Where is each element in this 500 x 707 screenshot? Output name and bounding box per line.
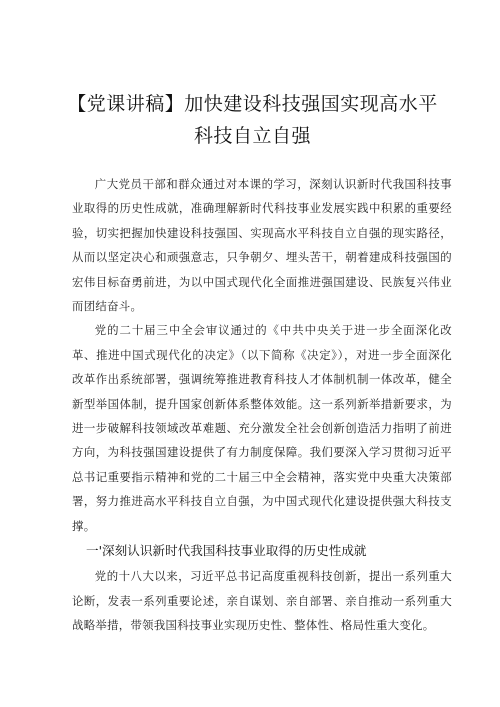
document-title: 【党课讲稿】加快建设科技强国实现高水平科技自立自强 bbox=[67, 93, 438, 147]
section-heading: 一'深刻认识新时代我国科技事业取得的历史性成就 bbox=[86, 543, 367, 559]
section-paragraph: 党的十八大以来，习近平总书记高度重视科技创新，提出一系列重大论断，发表一系列重要论述，亲自谋划、亲自部署、亲自推动一系列重大战略举措，带领我国科技事业实现历史性、整体性、格局性重大变化。 bbox=[72, 569, 452, 632]
decision-paragraph: 党的二十届三中全会审议通过的《中共中央关于进一步全面深化改革、推进中国式现代化的决定》（以下简称《决定》），对进一步全面深化改革作出系统部署，强调统筹推进教育科技人才体制机制一体改革，健全新型举国体制，提升国家创新体系整体效能。这一系列新举措新要求，为进一步破解科技领域改革难题、充分激发全社会创新创造活力指明了前进方向，为科技强国建设提供了有力制度保障。我们要深入学习贯彻习近平总书记重要指示精神和党的二十届三中全会精神，落实党中央重大决策部署，努力推进高水平科技自立自强，为中国式现代化建设提供强大科技支撑。 bbox=[72, 323, 452, 533]
document-body bbox=[72, 172, 452, 637]
intro-paragraph: 广大党员干部和群众通过对本课的学习，深刻认识新时代我国科技事业取得的历史性成就，准确理解新时代科技事业发展实践中积累的重要经验，切实把握加快建设科技强国、实现高水平科技自立自强的现实路径，从而以坚定决心和顽强意志，只争朝夕、埋头苦干，朝着建成科技强国的宏伟目标奋勇前进，为以中国式现代化全面推进强国建设、民族复兴伟业而团结奋斗。 bbox=[72, 177, 452, 314]
